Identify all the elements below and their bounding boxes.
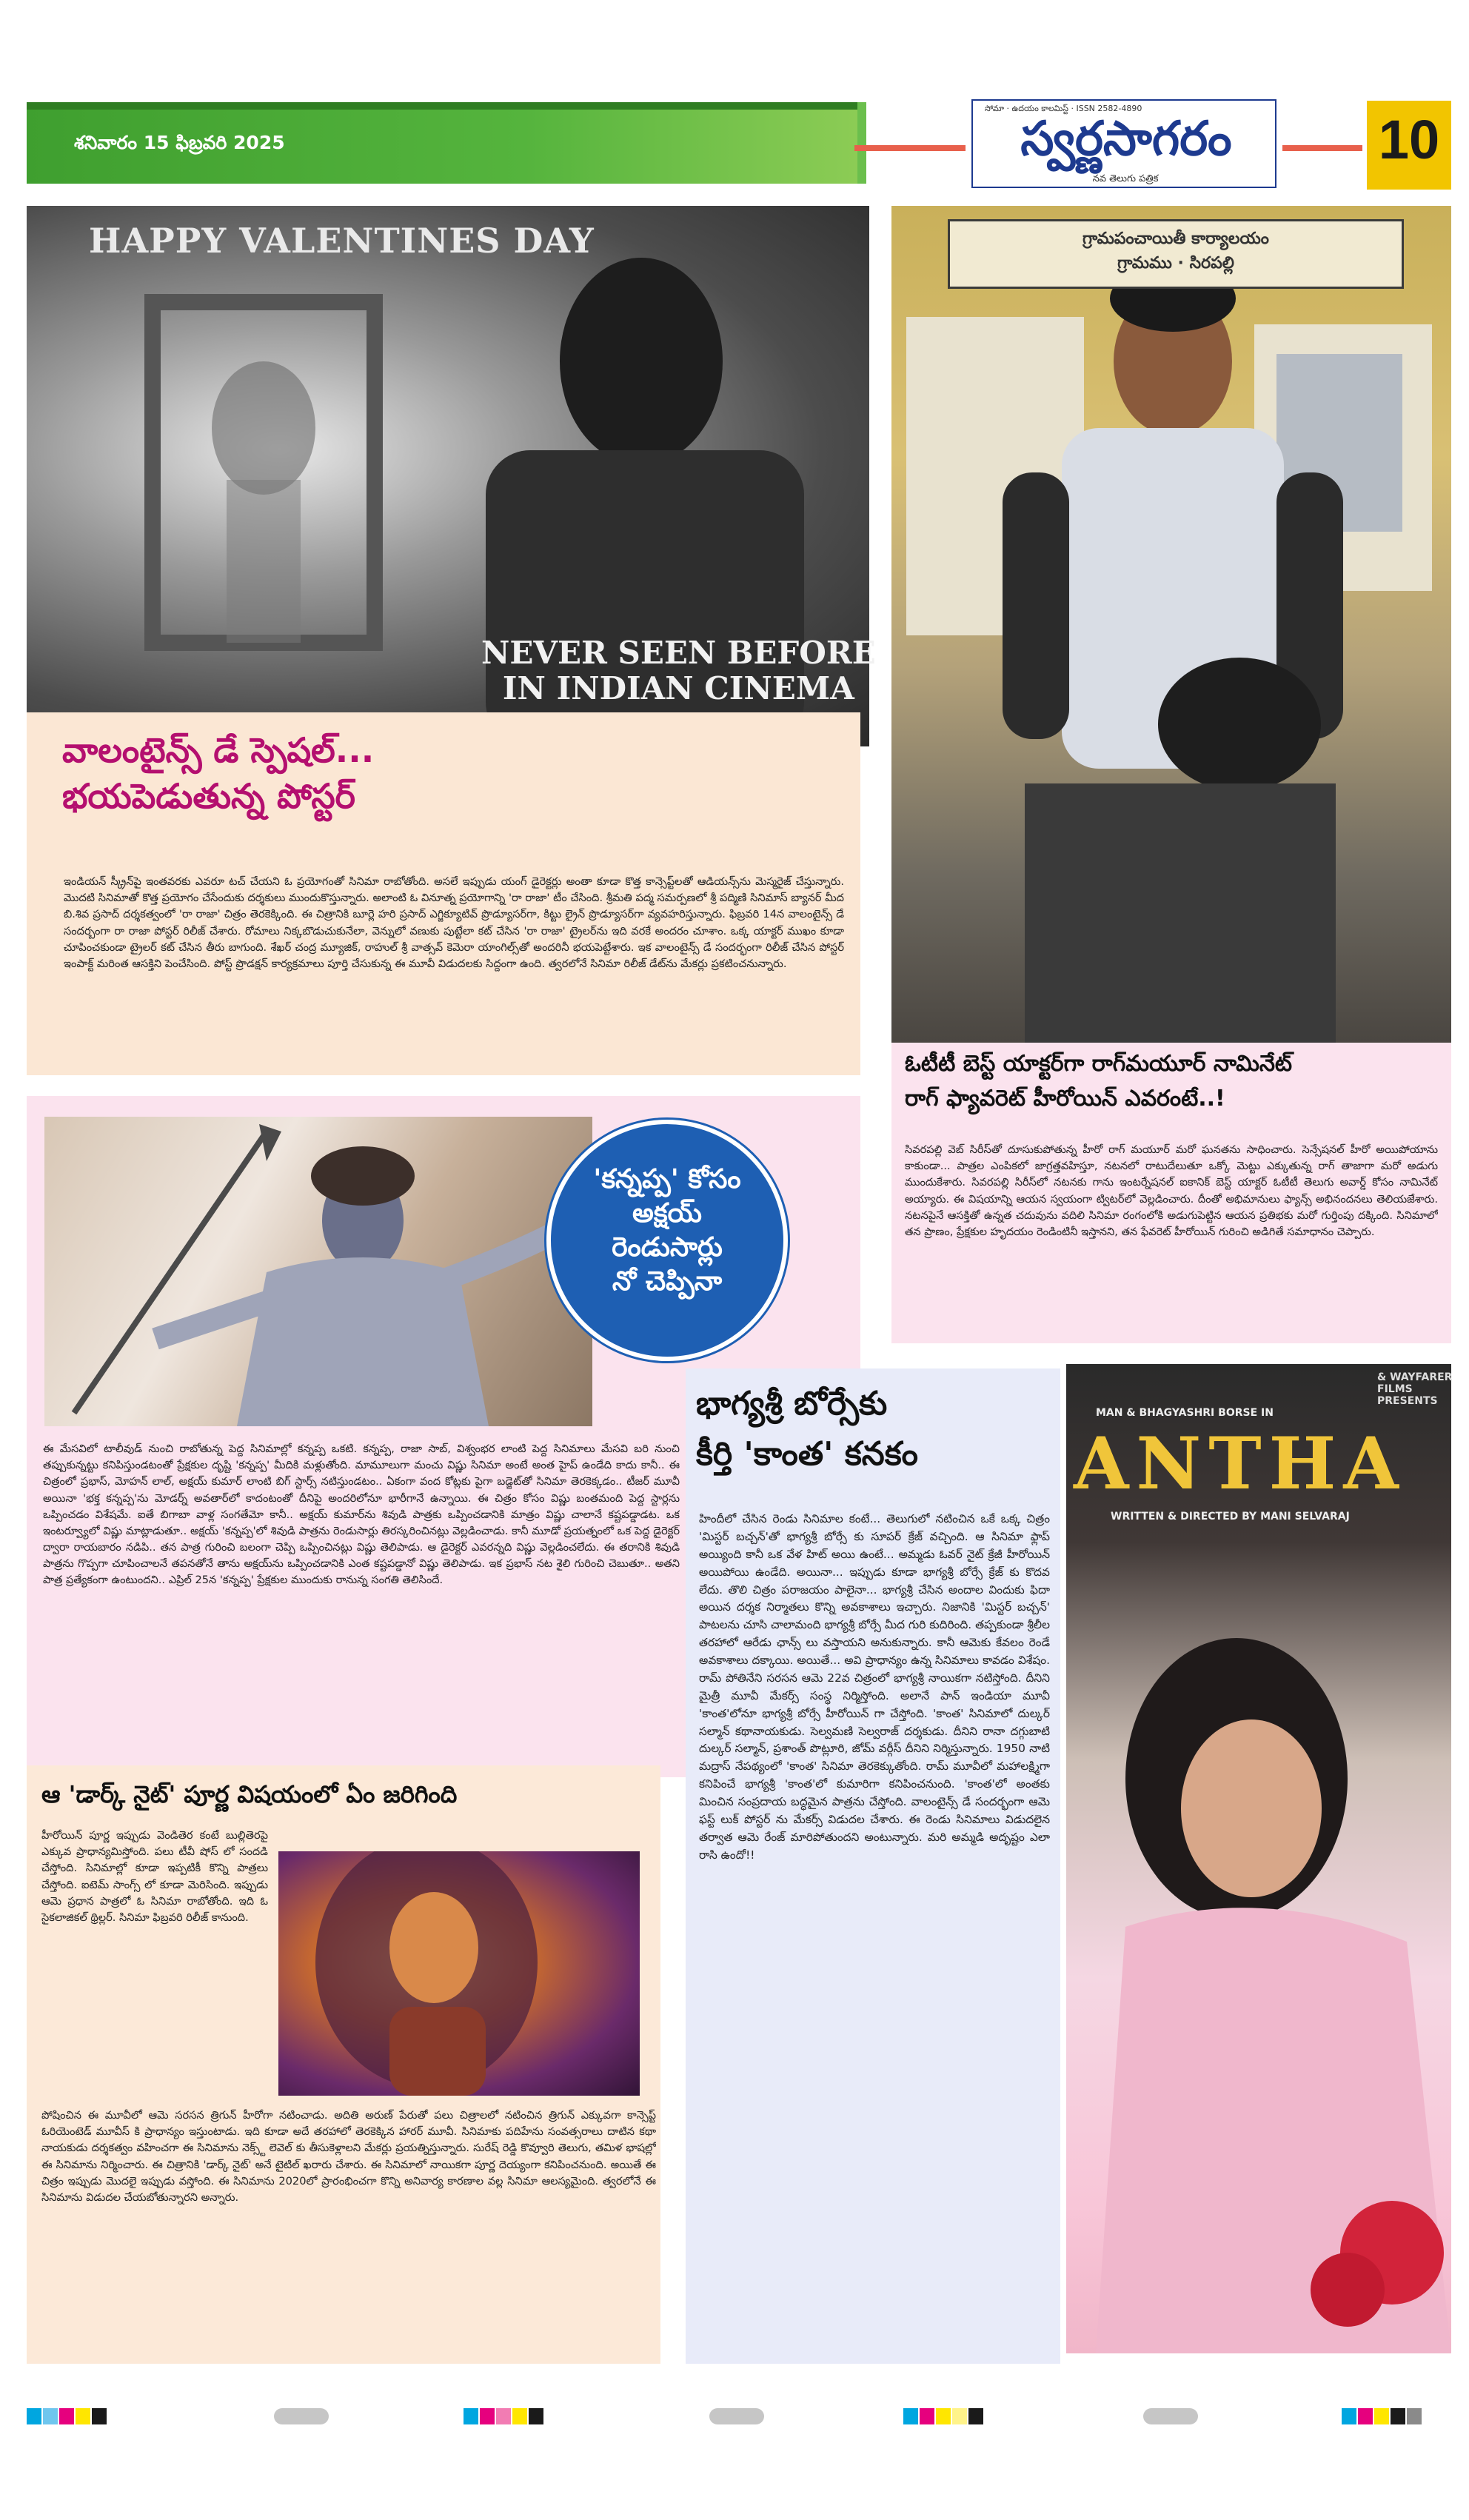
ott-headline-line-1: ఓటీటీ బెస్ట్ యాక్టర్‌గా రాగ్‌మయూర్ నామినేట్ bbox=[905, 1051, 1293, 1077]
kannappa-shiva-image bbox=[44, 1117, 592, 1426]
valentine-body: ఇండియన్ స్క్రీన్‌పై ఇంతవరకు ఎవరూ టచ్ చేయని ఓ ప్రయోగంతో సినిమా రాబోతోంది. అసలే ఇప్పుడు యంగ్ డైరెక్టర్లు అంతా కూడా కొత్త కాన్సెప్ట్‌లతో ఆడియన్స్‌ను మెస్మరైజ్ చేస్తున్నారు. మొదటి సినిమాతో కొత్త ప్రయోగం చేసేందుకు దర్శకులు ముందుకొస్తున్నారు. అలాంటి ఓ వినూత్న ప్రయోగాన్ని 'రా రాజా' టీం చేసింది. శ్రీమతి పద్మ సమర్పణలో శ్రీ పద్మిణి సినిమాస్ బ్యానర్ మీద బి.శివ ప్రసాద్ దర్శకత్వంలో 'రా రాజా' చిత్రం తెరకెక్కింది. ఈ చిత్రానికి బూర్లె హరి ప్రసాద్ ఎగ్జిక్యూటివ్ ప్రొడ్యూసర్‌గా, కిట్టు ల్రైన్ ప్రొడ్యూసర్‌గా వ్యవహరిస్తున్నారు. ఫిబ్రవరి 14న వాలంటైన్స్ డే సందర్బంగా రా రాజా పోస్టర్ రిలీజ్ చేశారు. రోమాలు నిక్కబొడుచుకునేలా, వెన్నులో వణుకు పుట్టేలా కట్ చేసిన 'రా రాజా' ట్రైలర్‌ను ఇది వరకే అందరం చూశాం. ఒక్క యాక్టర్ ముఖం కూడా చూపించకుండా ట్రైలర్ కట్ చేసిన తీరు బాగుంది. శేఖర్ చంద్ర మ్యూజిక్, రాహుల్ శ్రీ వాత్సవ్ కెమెరా యాంగిల్స్‌తో అందరినీ భయపెట్టేశారు. ఇక వాలంటైన్స్ డే సందర్భంగా రిలీజ్ చేసిన పోస్టర్ ఇంపాక్ట్ మరింత ఆసక్తిని పెంచేసింది. పోస్ట్ ప్రొడక్షన్ కార్యక్రమాలు పూర్తి చేసుకున్న ఈ మూవీ విడుదలకు సిద్దంగా ఉంది. త్వరలోనే సినిమా రిలీజ్ డేట్‌ను మేకర్లు ప్రకటించనున్నారు. bbox=[64, 875, 844, 970]
poster-caption-line-1: NEVER SEEN BEFORE bbox=[481, 635, 876, 671]
issue-date: శనివారం 15 ఫిబ్రవరి 2025 bbox=[74, 132, 285, 153]
kantha-title: ANTHA bbox=[1074, 1422, 1406, 1505]
reg-magenta bbox=[920, 2408, 934, 2424]
reg-magenta bbox=[1358, 2408, 1373, 2424]
dark-night-headline: ఆ 'డార్క్ నైట్' పూర్ణ విషయంలో ఏం జరిగింది bbox=[41, 1780, 458, 1808]
reg-pill bbox=[709, 2408, 764, 2424]
reg-magenta bbox=[59, 2408, 74, 2424]
signboard-line-1: గ్రామపంచాయితీ కార్యాలయం bbox=[1082, 230, 1269, 248]
poster-caption-top: HAPPY VALENTINES DAY bbox=[89, 221, 595, 261]
shiva-illustration bbox=[44, 1117, 592, 1426]
actor-illustration bbox=[891, 206, 1451, 1043]
valentine-headline-line-2: భయపెడుతున్న పోస్టర్ bbox=[62, 776, 355, 817]
date-bar-accent bbox=[857, 102, 866, 184]
logo-rule-right bbox=[1282, 145, 1362, 151]
reg-yellow bbox=[76, 2408, 90, 2424]
kantha-presents: & WAYFARER FILMS PRESENTS bbox=[1377, 1371, 1453, 1407]
ott-headline bbox=[905, 1047, 1438, 1116]
logo-rule-left bbox=[854, 145, 966, 151]
reg-cyan bbox=[27, 2408, 41, 2424]
reg-yellow bbox=[1374, 2408, 1389, 2424]
ott-headline-line-2: రాగ్ ఫ్యావరెట్ హీరోయిన్ ఎవరంటే..! bbox=[905, 1085, 1225, 1112]
circle-line-2: అక్షయ్ bbox=[632, 1198, 702, 1229]
kantha-director: WRITTEN & DIRECTED BY MANI SELVARAJ bbox=[1111, 1511, 1350, 1523]
reg-black bbox=[968, 2408, 983, 2424]
bhagyashri-headline-line-2: కీర్తి 'కాంత' కనకం bbox=[696, 1435, 918, 1474]
circle-line-4: నో చెప్పినా bbox=[612, 1266, 723, 1297]
page-number: 10 bbox=[1378, 109, 1440, 170]
reg-cyan bbox=[1342, 2408, 1356, 2424]
bhagyashri-headline-line-1: భాగ్యశ్రీ బోర్సేకు bbox=[696, 1385, 888, 1423]
reg-light-cyan bbox=[43, 2408, 58, 2424]
reg-magenta bbox=[480, 2408, 495, 2424]
poorna-photo bbox=[278, 1851, 640, 2096]
poster-caption-line-2: IN INDIAN CINEMA bbox=[502, 670, 854, 707]
ott-body: సివరపల్లి వెబ్ సిరీస్‌తో దూసుకుపోతున్న హీరో రాగ్ మయూర్ మరో ఘనతను సాధించారు. సెన్సేషనల్ హీరో అయిపోయాను కాకుండా... పాత్రల ఎంపికలో జాగ్రత్తవహిస్తూ, నటనలో రాటుదేలుతూ ఒక్కో మెట్టు ఎక్కుతున్న రాగ్ తాజాగా మరో అడుగు ముందుకేశారు. సివరపల్లి సిరీస్‌లో నటనకు గాను ఇంటర్నేషనల్ ఐకానిక్ బెస్ట్ యాక్టర్ ఓటీటీ తెలుగు అవార్డ్ కోసం నామినేట్ అయ్యారు. ఈ విషయాన్ని ఆయన స్వయంగా ట్విటర్‌లో వెల్లడించారు. దీంతో అభిమానులు ఫ్యాన్స్ అభినందనలు తెలియజేశారు. నటనపైనే ఆసక్తితో ఉన్నత చదువును వదిలి సినిమా రంగంలోకి అడుగుపెట్టిన ఆయన ప్రతిభకు మరో గుర్తింపు దక్కింది. సినిమాలో తన ప్రాణం, ప్రేక్షకుల హృదయం రెండింటినీ ఇస్తానని, తన ఫేవరెట్ హీరోయిన్ గురించి అడిగితే సమాధానం చెప్పారు. bbox=[905, 1143, 1438, 1238]
reg-yellow bbox=[512, 2408, 527, 2424]
village-signboard-text bbox=[955, 227, 1396, 275]
bhagyashri-body: హిందీలో చేసిన రెండు సినిమాల కంటే... తెలుగులో నటించిన ఒకే ఒక్క చిత్రం 'మిస్టర్ బచ్చన్'తో భాగ్యశ్రీ బోర్సే కు సూపర్ క్రేజ్ వచ్చింది. ఆ సినిమా ఫ్లాప్ అయ్యింది కానీ ఒక వేళ హిట్ అయి ఉంటే... అమ్మడు ఓవర్ నైట్ క్రేజీ హీరోయిన్ అయిపోయి ఉండేది. అయినా... ఇప్పుడు కూడా భాగ్యశ్రీ బోర్సే క్రేజ్ కు కొదవ లేదు. తొలి చిత్రం పరాజయం పాలైనా... భాగ్యశ్రీ చేసిన అందాల విందుకు ఫిదా అయిన దర్శక నిర్మాతలు కొన్ని అవకాశాలు ఇచ్చారు. నిజానికి 'మిస్టర్ బచ్చన్' పాటలను చూసి చాలామంది భాగ్యశ్రీ బోర్సే మీద గురి కుదిరింది. తప్పకుండా శ్రీలీల తరహాలో ఆరేడు ఛాన్స్ లు వస్తాయని అనుకున్నారు. కానీ ఆమెకు కేవలం రెండే అవకాశాలు దక్కాయి. అయితే... అవి ప్రాధాన్యం ఉన్న సినిమాలు కావడం విశేషం. రామ్ పోతినేని సరసన ఆమె 22వ చిత్రంలో భాగ్యశ్రీ నాయికగా నటిస్తోంది. దీనిని మైత్రీ మూవీ మేకర్స్ సంస్థ నిర్మిస్తోంది. అలానే పాన్ ఇండియా మూవీ 'కాంత'లోనూ భాగ్యశ్రీ బోర్సే హీరోయిన్ గా చేస్తోంది. 'కాంత' సినిమాలో దుల్కర్ సల్మాన్ కథానాయకుడు. సెల్వమణి సెల్వరాజ్ దర్శకుడు. దీనిని రానా దగ్గుబాటి దుల్కర్ సల్మాన్, ప్రశాంత్ పొట్లూరి, జోమ్ వర్గీస్ దీనిని నిర్మిస్తున్నారు. 1950 నాటి మద్రాస్ నేపథ్యంలో 'కాంత' సినిమా తెరకెక్కుతోంది. రామ్ మూవీలో మహాలక్ష్మిగా కనిపించే భాగ్యశ్రీ 'కాంత'లో కుమారిగా కనిపించనుంది. 'కాంత'లో అంతకు మించిన సంప్రదాయ బద్ధమైన పాత్రను చేస్తోంది. వాలంటైన్స్ డే సందర్భంగా ఆమె ఫస్ట్ లుక్ పోస్టర్ ను మేకర్స్ విడుదల చేశారు. ఈ రెండు సినిమాలు విడుదలైన తర్వాత ఆమె రేంజ్ మారిపోతుందని అంటున్నారు. మరి అమ్మడి అదృష్టం ఎలా రాసి ఉందో!! bbox=[699, 1512, 1050, 1862]
circle-line-1: 'కన్నప్ప' కోసం bbox=[593, 1164, 741, 1194]
reg-pill bbox=[274, 2408, 329, 2424]
reg-black bbox=[1391, 2408, 1405, 2424]
rag-mayur-photo bbox=[891, 206, 1451, 1043]
poster-caption-bottom bbox=[481, 635, 876, 707]
valentine-headline-line-1: వాలంటైన్స్ డే స్పెషల్... bbox=[62, 730, 375, 770]
masthead-title: స్వర్ణసాగరం bbox=[1020, 111, 1232, 167]
dark-night-body-column: హీరోయిన్ పూర్ణ ఇప్పుడు వెండితెర కంటే బుల్లితెరపై ఎక్కువ ప్రాధాన్యమిస్తోంది. పలు టీవీ షోస్ లో సందడి చేస్తోంది. సినిమాల్లో కూడా ఇప్పటికీ కొన్ని పాత్రలు చేస్తోంది. ఐటెమ్ సాంగ్స్ లో కూడా మెరిసింది. ఇప్పుడు ఆమె ప్రధాన పాత్రలో ఓ సినిమా రాబోతోంది. ఇది ఓ సైకలాజికల్ థ్రిల్లర్. సినిమా ఫిబ్రవరి రిలీజ్ కానుంది. bbox=[41, 1829, 268, 1924]
kannappa-highlight-text bbox=[578, 1163, 757, 1299]
bhagyashri-headline bbox=[696, 1379, 1051, 1480]
reg-cyan bbox=[464, 2408, 478, 2424]
reg-light-yellow bbox=[952, 2408, 967, 2424]
reg-black bbox=[529, 2408, 543, 2424]
kannappa-body: ఈ మేసవిలో టాలీవుడ్ నుంచి రాబోతున్న పెద్ద సినిమాల్లో కన్నప్ప ఒకటి. కన్నప్ప, రాజా సాబ్, విశ్వంభర లాంటి పెద్ద సినిమాలు మేసవి బరి నుంచి తప్పుకున్నట్టు కనిపిస్తుండటంతో ప్రేక్షకుల దృష్టి 'కన్నప్ప' మీదికి మళ్లుతోంది. మామూలుగా మంచు విష్ణు సినిమా అంటే అంత హైప్ ఉండేది కాదు కానీ.. ఈ చిత్రంలో ప్రభాస్, మోహన్ లాల్, అక్షయ్ కుమార్ లాంటి బిగ్ స్టార్స్ నటిస్తుండటం.. ఏకంగా వంద కోట్లకు పైగా బడ్జెట్‌తో సినిమా తెరకెక్కడం.. టీజర్ మూవీ అయినా 'భక్త కన్నప్ప'ను మోడర్న్ అవతార్‌లో కాదంటంతో దీనిపై అందరిలోనూ భారీగానే ఉన్నాయి. ఈ చిత్రం కోసం విష్ణు బంతమంది పెద్ద స్టార్లను ఒప్పించడం విశేషమే. ఐతే బిగాబా వాళ్ల సంగతేమో కానీ.. అక్షయ్ కుమార్‌ను శివుడి పాత్రకు ఒప్పించడానికి మాత్రం విష్ణు చాలానే కష్టపడ్డాడట. ఒక ఇంటర్వ్యూలో విష్ణు మాట్లాడుతూ.. అక్షయ్ 'కన్నప్ప'లో శివుడి పాత్రను రెండుసార్లు తిరస్కరించినట్లు వెల్లడించాడు. కానీ మూడో ప్రయత్నంలో ఒక పెద్ద డైరెక్టర్ ద్వారా రాయబారం నడిపి.. తన పాత్ర గురించి బలంగా చెప్పి ఒప్పించినట్లు విష్ణు తెలిపాడు. ఆ డైరెక్టర్ ఎవరన్నది విష్ణు వెల్లడించలేదు. ఈ తరానికి శివుడి పాత్రను గొప్పగా చూపించాలనే తపనతోనే తాను అక్షయ్‌ను ఒప్పించడానికి ఎంత కష్టపడ్డానో విష్ణు తెలిపాడు. ఇక ప్రభాస్ నట శైలి గురించి చెబుతూ.. అతని పాత్ర ప్రత్యేకంగా ఉంటుందని.. ఎప్రిల్ 25న 'కన్నప్ప' ప్రేక్షకుల ముందుకు రానున్న సంగతి తెలిసిందే. bbox=[43, 1443, 680, 1587]
masthead-tagline: సోమా · ఉదయం కాలమిస్ట్ · ISSN 2582-4890 bbox=[985, 104, 1142, 113]
reg-black bbox=[92, 2408, 107, 2424]
reg-light-magenta bbox=[496, 2408, 511, 2424]
reg-cyan bbox=[903, 2408, 918, 2424]
circle-line-3: రెండుసార్లు bbox=[612, 1232, 723, 1263]
reg-yellow bbox=[936, 2408, 951, 2424]
reg-gray bbox=[1407, 2408, 1422, 2424]
kantha-cast: MAN & BHAGYASHRI BORSE IN bbox=[1096, 1407, 1274, 1419]
masthead-subtitle: నవ తెలుగు పత్రిక bbox=[1092, 173, 1159, 184]
reg-pill bbox=[1143, 2408, 1198, 2424]
poorna-illustration bbox=[278, 1851, 640, 2096]
dark-night-body-wide: పోషించిన ఈ మూవీలో ఆమె సరసన త్రిగున్ హీరోగా నటించాడు. అదితి అరుణ్ పేరుతో పలు చిత్రాలలో నటించిన త్రిగున్ ఎక్కువగా కాన్సెప్ట్ ఓరియెంటెడ్ మూవీస్ కి ప్రాధాన్యం ఇస్తుంటాడు. ఇది కూడా అదే తరహాలో తెరకెక్కిన హారర్ మూవీ. సినిమాకు పదిహేను సంవత్సరాలు దాటిన కథా నాయకుడు దర్శకత్వం వహించగా ఈ సినిమాను నెక్స్ట్ లెవెల్ కు తీసుకెళ్లాలని మేకర్లు ప్రయత్నిస్తున్నారు. సురేష్ రెడ్డి కొవ్వూరి తెలుగు, తమిళ భాషల్లో ఈ సినిమాను నిర్మించారు. ఈ చిత్రానికి 'డార్క్ నైట్' అనే టైటిల్ ఖరారు చేశారు. ఈ సినిమాలో నాయికగా పూర్ణ దెయ్యంగా కనిపించనుంది. అయితే ఈ చిత్రం ఇప్పుడు మొదలై ఇప్పుడు వస్తోంది. ఈ సినిమాను 2020లో ప్రారంభించగా కొన్ని అనివార్య కారణాల వల్ల సినిమా ఆలస్యమైంది. త్వరలోనే ఈ సినిమాను విడుదల చేయబోతున్నారని అన్నారు. bbox=[41, 2109, 656, 2204]
valentine-headline bbox=[62, 727, 840, 819]
signboard-line-2: గ్రామము · సిరపల్లి bbox=[1117, 254, 1234, 273]
